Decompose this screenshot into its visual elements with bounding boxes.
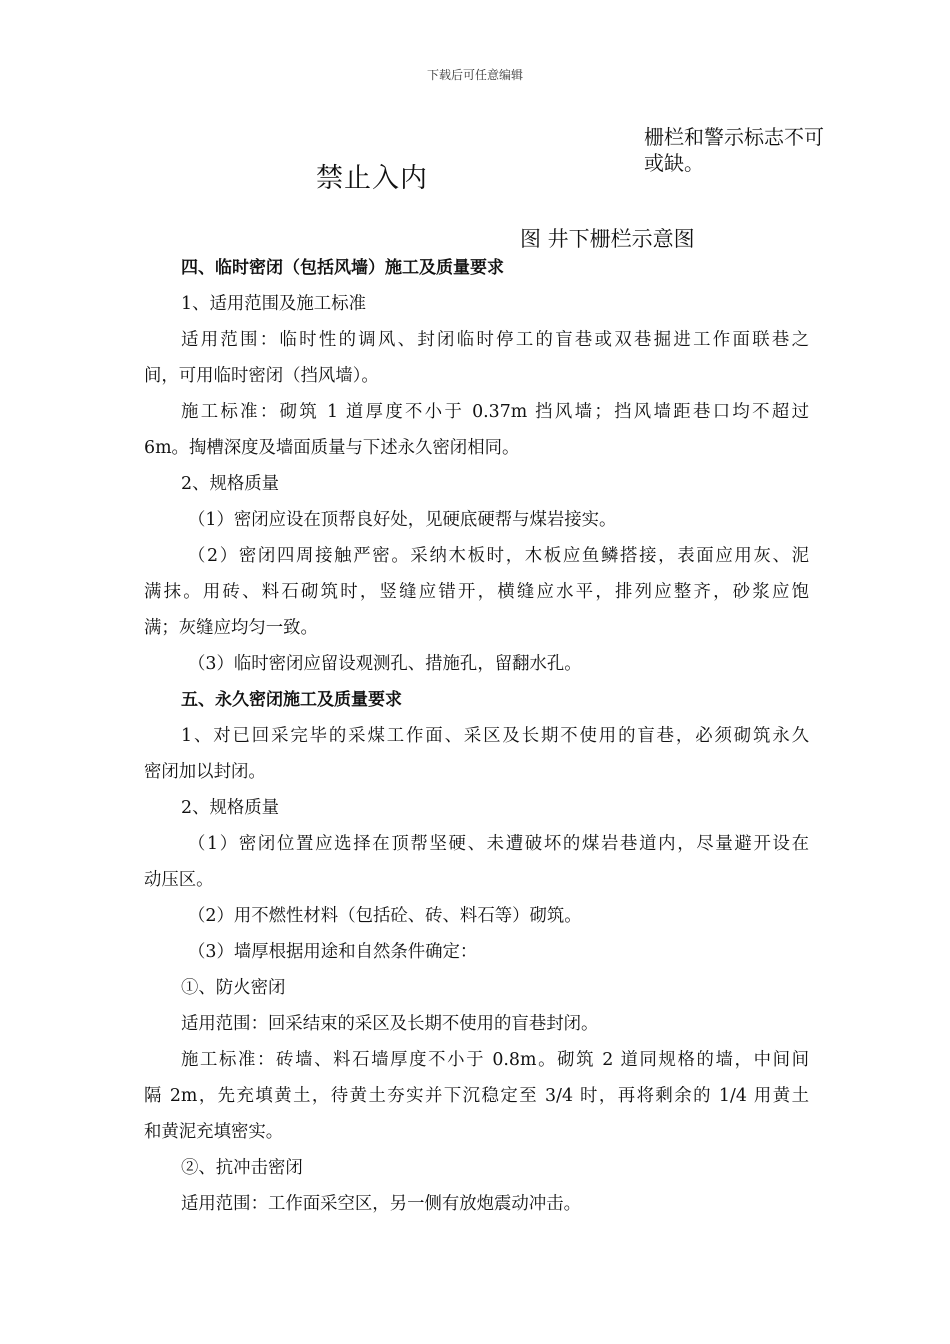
section-heading: 五、永久密闭施工及质量要求: [181, 690, 402, 710]
paragraph-line: 适用范围：临时性的调风、封闭临时停工的盲巷或双巷掘进工作面联巷之: [181, 330, 809, 350]
list-item: （2）密闭四周接触严密。采纳木板时，木板应鱼鳞搭接，表面应用灰、泥: [188, 546, 809, 566]
figure-note: [644, 124, 874, 176]
paragraph-line: 6m。掏槽深度及墙面质量与下述永久密闭相同。: [144, 438, 520, 458]
paragraph-line: 满；灰缝应均匀一致。: [144, 618, 318, 638]
list-item: （1）密闭位置应选择在顶帮坚硬、未遭破坏的煤岩巷道内，尽量避开设在: [188, 834, 809, 854]
paragraph-line: 满抹。用砖、料石砌筑时，竖缝应错开，横缝应水平，排列应整齐，砂浆应饱: [144, 582, 809, 602]
section-heading: 四、临时密闭（包括风墙）施工及质量要求: [181, 258, 504, 278]
figure-note-line: 栅栏和警示标志不可: [644, 125, 824, 149]
subheading: 1、适用范围及施工标准: [181, 294, 366, 314]
document-body: [144, 250, 809, 1222]
subheading: ②、抗冲击密闭: [181, 1158, 303, 1178]
paragraph-line: 和黄泥充填密实。: [144, 1122, 284, 1142]
subheading: ①、防火密闭: [181, 978, 286, 998]
paragraph-line: 间，可用临时密闭（挡风墙）。: [144, 366, 379, 386]
page-header: 下载后可任意编辑: [426, 68, 523, 82]
paragraph-line: 动压区。: [144, 870, 214, 890]
paragraph-line: 适用范围：回采结束的采区及长期不使用的盲巷封闭。: [181, 1014, 599, 1034]
figure-caption: 图 井下栅栏示意图: [520, 227, 695, 251]
paragraph-line: 隔 2m，先充填黄土，待黄土夯实并下沉稳定至 3/4 时，再将剩余的 1/4 用黄土: [144, 1086, 809, 1106]
warning-sign-text: 禁止入内: [316, 163, 428, 194]
paragraph-line: 密闭加以封闭。: [144, 762, 266, 782]
list-item: （3）临时密闭应留设观测孔、措施孔，留翻水孔。: [188, 654, 582, 674]
figure-note-line: 或缺。: [644, 151, 704, 175]
list-item: （1）密闭应设在顶帮良好处，见硬底硬帮与煤岩接实。: [188, 510, 617, 530]
paragraph-line: 施工标准：砖墙、料石墙厚度不小于 0.8m。砌筑 2 道同规格的墙，中间间: [181, 1050, 809, 1070]
paragraph-line: 适用范围：工作面采空区，另一侧有放炮震动冲击。: [181, 1194, 581, 1214]
paragraph-line: 1、对已回采完毕的采煤工作面、采区及长期不使用的盲巷，必须砌筑永久: [181, 726, 809, 746]
paragraph-line: 施工标准：砌筑 1 道厚度不小于 0.37m 挡风墙；挡风墙距巷口均不超过: [181, 402, 809, 422]
list-item: （3）墙厚根据用途和自然条件确定：: [188, 942, 478, 962]
list-item: （2）用不燃性材料（包括砼、砖、料石等）砌筑。: [188, 906, 582, 926]
subheading: 2、规格质量: [181, 798, 280, 818]
subheading: 2、规格质量: [181, 474, 280, 494]
